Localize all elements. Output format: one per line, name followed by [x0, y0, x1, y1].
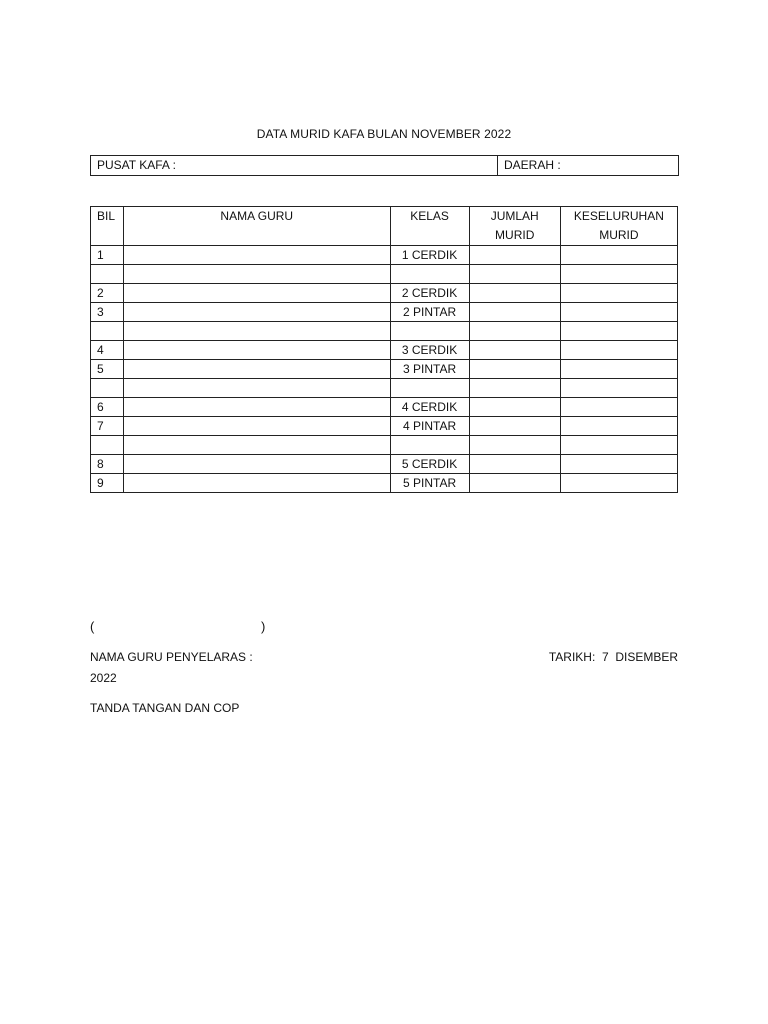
table-row	[91, 417, 678, 436]
cell-nama-guru[interactable]	[124, 303, 390, 322]
cell-nama-guru[interactable]	[124, 284, 390, 303]
cell-kelas[interactable]: 5 PINTAR	[390, 474, 469, 493]
cell-bil[interactable]: 2	[91, 284, 124, 303]
coordinator-name-label: NAMA GURU PENYELARAS :	[90, 650, 253, 664]
cell-bil[interactable]	[91, 265, 124, 284]
table-row	[91, 455, 678, 474]
daerah-field[interactable]: DAERAH :	[498, 156, 679, 176]
page-title: DATA MURID KAFA BULAN NOVEMBER 2022	[256, 127, 512, 141]
cell-kelas[interactable]	[390, 322, 469, 341]
header-kelas: KELAS	[390, 207, 469, 246]
cell-nama-guru[interactable]	[124, 417, 390, 436]
cell-nama-guru[interactable]	[124, 341, 390, 360]
signature-close-paren: )	[261, 619, 266, 634]
cell-jumlah-murid[interactable]	[469, 379, 560, 398]
cell-keseluruhan-murid[interactable]	[560, 417, 677, 436]
table-row	[91, 474, 678, 493]
cell-nama-guru[interactable]	[124, 379, 390, 398]
signature-open-paren: (	[90, 619, 95, 634]
cell-bil[interactable]: 7	[91, 417, 124, 436]
cell-kelas[interactable]: 5 CERDIK	[390, 455, 469, 474]
cell-keseluruhan-murid[interactable]	[560, 265, 677, 284]
date-label: TARIKH: 7 DISEMBER	[548, 650, 678, 664]
cell-jumlah-murid[interactable]	[469, 303, 560, 322]
cell-bil[interactable]: 9	[91, 474, 124, 493]
cell-kelas[interactable]: 2 PINTAR	[390, 303, 469, 322]
cell-jumlah-murid[interactable]	[469, 284, 560, 303]
center-info-row	[91, 156, 679, 176]
cell-jumlah-murid[interactable]	[469, 360, 560, 379]
cell-nama-guru[interactable]	[124, 322, 390, 341]
cell-nama-guru[interactable]	[124, 436, 390, 455]
pusat-kafa-field[interactable]: PUSAT KAFA :	[91, 156, 498, 176]
cell-keseluruhan-murid[interactable]	[560, 322, 677, 341]
header-jumlah-murid: JUMLAH MURID	[469, 207, 560, 246]
cell-kelas[interactable]: 3 PINTAR	[390, 360, 469, 379]
signature-line	[90, 619, 270, 635]
table-body	[91, 246, 678, 493]
cell-kelas[interactable]: 3 CERDIK	[390, 341, 469, 360]
cell-kelas[interactable]	[390, 436, 469, 455]
cell-nama-guru[interactable]	[124, 398, 390, 417]
cell-bil[interactable]	[91, 379, 124, 398]
table-header-row	[91, 207, 678, 246]
cell-nama-guru[interactable]	[124, 360, 390, 379]
cell-bil[interactable]: 8	[91, 455, 124, 474]
cell-bil[interactable]: 3	[91, 303, 124, 322]
cell-keseluruhan-murid[interactable]	[560, 341, 677, 360]
table-row	[91, 303, 678, 322]
cell-jumlah-murid[interactable]	[469, 474, 560, 493]
cell-keseluruhan-murid[interactable]	[560, 455, 677, 474]
student-data-table	[90, 206, 678, 493]
table-row	[91, 322, 678, 341]
cell-jumlah-murid[interactable]	[469, 322, 560, 341]
cell-jumlah-murid[interactable]	[469, 341, 560, 360]
cell-bil[interactable]	[91, 322, 124, 341]
cell-jumlah-murid[interactable]	[469, 398, 560, 417]
cell-kelas[interactable]: 2 CERDIK	[390, 284, 469, 303]
cell-keseluruhan-murid[interactable]	[560, 303, 677, 322]
table-row	[91, 265, 678, 284]
cell-nama-guru[interactable]	[124, 246, 390, 265]
cell-nama-guru[interactable]	[124, 455, 390, 474]
date-year: 2022	[90, 671, 117, 685]
cell-kelas[interactable]: 4 PINTAR	[390, 417, 469, 436]
center-info-table	[90, 155, 679, 176]
cell-jumlah-murid[interactable]	[469, 417, 560, 436]
cell-kelas[interactable]	[390, 265, 469, 284]
header-bil: BIL	[91, 207, 124, 246]
cell-bil[interactable]	[91, 436, 124, 455]
table-row	[91, 379, 678, 398]
cell-kelas[interactable]	[390, 379, 469, 398]
table-row	[91, 284, 678, 303]
cell-kelas[interactable]: 1 CERDIK	[390, 246, 469, 265]
cell-kelas[interactable]: 4 CERDIK	[390, 398, 469, 417]
cell-jumlah-murid[interactable]	[469, 265, 560, 284]
cell-keseluruhan-murid[interactable]	[560, 246, 677, 265]
cell-jumlah-murid[interactable]	[469, 436, 560, 455]
cell-keseluruhan-murid[interactable]	[560, 360, 677, 379]
table-row	[91, 398, 678, 417]
sign-and-stamp-label: TANDA TANGAN DAN COP	[90, 701, 240, 715]
table-row	[91, 341, 678, 360]
cell-bil[interactable]: 4	[91, 341, 124, 360]
table-row	[91, 246, 678, 265]
header-nama-guru: NAMA GURU	[124, 207, 390, 246]
table-row	[91, 360, 678, 379]
cell-keseluruhan-murid[interactable]	[560, 474, 677, 493]
header-keseluruhan-murid: KESELURUHAN MURID	[560, 207, 677, 246]
cell-keseluruhan-murid[interactable]	[560, 379, 677, 398]
cell-jumlah-murid[interactable]	[469, 246, 560, 265]
cell-bil[interactable]: 1	[91, 246, 124, 265]
cell-keseluruhan-murid[interactable]	[560, 436, 677, 455]
cell-jumlah-murid[interactable]	[469, 455, 560, 474]
cell-nama-guru[interactable]	[124, 265, 390, 284]
cell-nama-guru[interactable]	[124, 474, 390, 493]
cell-bil[interactable]: 6	[91, 398, 124, 417]
cell-keseluruhan-murid[interactable]	[560, 284, 677, 303]
table-row	[91, 436, 678, 455]
cell-bil[interactable]: 5	[91, 360, 124, 379]
cell-keseluruhan-murid[interactable]	[560, 398, 677, 417]
